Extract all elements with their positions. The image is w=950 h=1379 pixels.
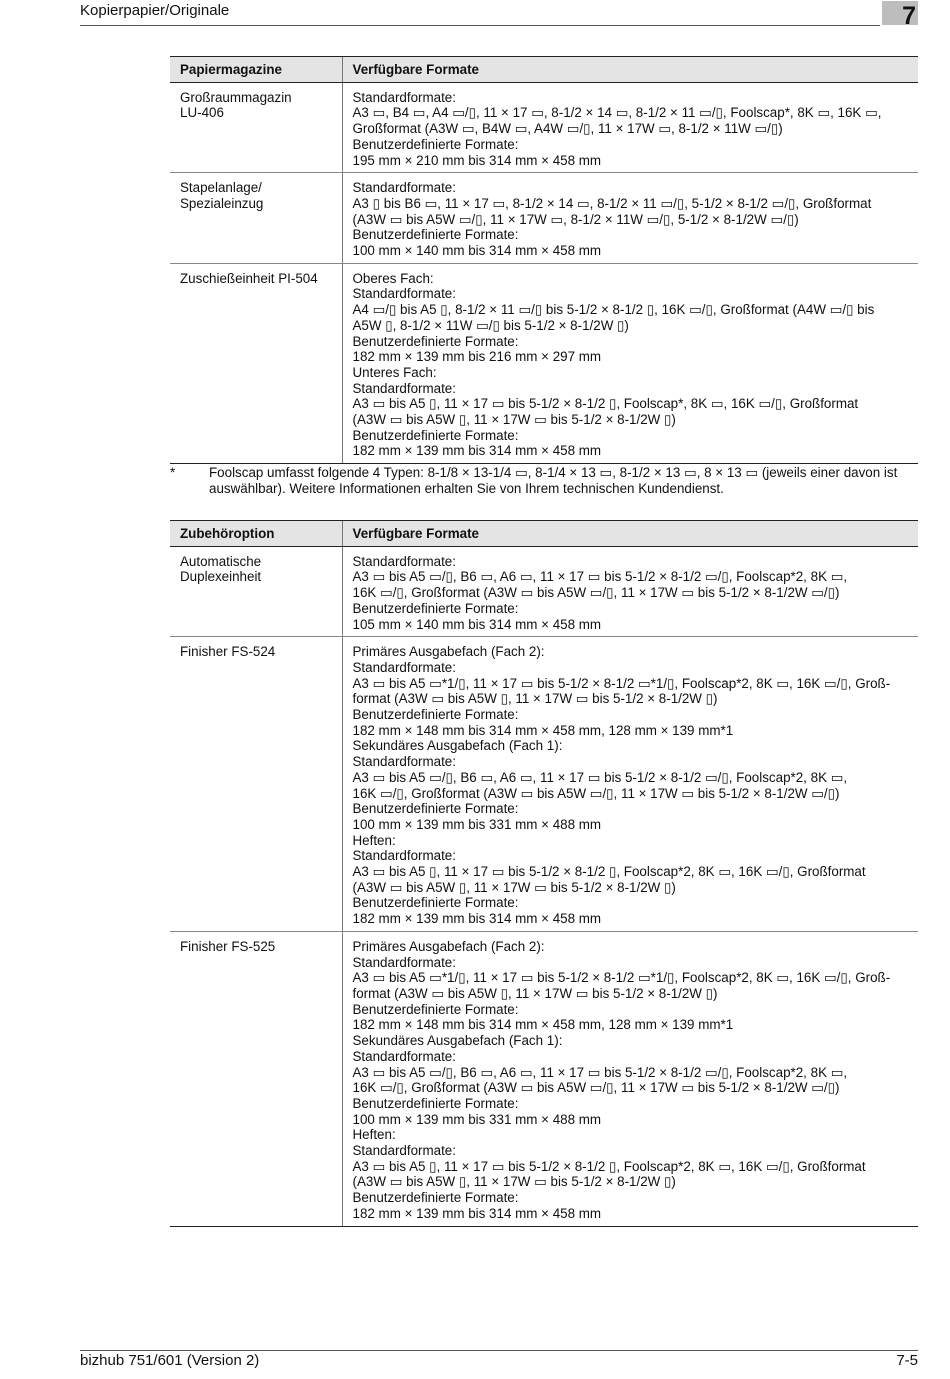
footnote-mark: * <box>170 465 176 480</box>
format-line: A3 ▭ bis A5 ▯, 11 × 17 ▭ bis 5-1/2 × 8-1/2 ▯, Foolscap*, 8K ▭, 16K ▭/▯, Großformat <box>352 396 859 412</box>
format-line: Standardformate: <box>352 659 456 675</box>
format-line: Benutzerdefinierte Formate: <box>352 1190 519 1206</box>
format-line: A3 ▭ bis A5 ▭/▯, B6 ▭, A6 ▭, 11 × 17 ▭ bis 5-1/2 × 8-1/2 ▭/▯, Foolscap*2, 8K ▭, <box>352 1064 848 1080</box>
format-line: A3 ▭ bis A5 ▭*1/▯, 11 × 17 ▭ bis 5-1/2 × 8-1/2 ▭*1/▯, Foolscap*2, 8K ▭, 16K ▭/▯, Groß- <box>352 675 891 691</box>
format-line: (A3W ▭ bis A5W ▯, 11 × 17W ▭ bis 5-1/2 × 8-1/2W ▯) <box>352 1174 676 1190</box>
format-line: Standardformate: <box>352 286 456 302</box>
device-name-cell <box>170 931 342 1226</box>
format-line: Standardformate: <box>352 380 456 396</box>
formats-cell <box>342 82 918 173</box>
page-number: 7-5 <box>896 1352 918 1369</box>
format-line: Oberes Fach: <box>352 270 434 286</box>
format-line: A4 ▭/▯ bis A5 ▯, 8-1/2 × 11 ▭/▯ bis 5-1/2 × 8-1/2 ▯, 16K ▭/▯, Großformat (A4W ▭/▯ bis <box>352 302 875 318</box>
device-name-line: Stapelanlage/ <box>180 180 262 196</box>
format-line: Benutzerdefinierte Formate: <box>352 227 519 243</box>
format-line: Sekundäres Ausgabefach (Fach 1): <box>352 738 563 754</box>
format-line: Benutzerdefinierte Formate: <box>352 895 519 911</box>
formats-cell <box>342 263 918 463</box>
device-name-line: Zuschießeinheit PI-504 <box>180 270 318 286</box>
format-line: Benutzerdefinierte Formate: <box>352 136 519 152</box>
format-line: A3 ▭, B4 ▭, A4 ▭/▯, 11 × 17 ▭, 8-1/2 × 14 ▭, 8-1/2 × 11 ▭/▯, Foolscap*, 8K ▭, 16K ▭, <box>352 105 882 121</box>
format-line: Heften: <box>352 832 396 848</box>
format-line: 16K ▭/▯, Großformat (A3W ▭ bis A5W ▭/▯, 11 × 17W ▭ bis 5-1/2 × 8-1/2W ▭/▯) <box>352 585 840 601</box>
format-line: A5W ▯, 8-1/2 × 11W ▭/▯ bis 5-1/2 × 8-1/2W ▯) <box>352 317 629 333</box>
device-name-line: Großraummagazin <box>180 89 292 105</box>
format-line: (A3W ▭ bis A5W ▯, 11 × 17W ▭ bis 5-1/2 × 8-1/2W ▯) <box>352 412 676 428</box>
format-line: A3 ▭ bis A5 ▭/▯, B6 ▭, A6 ▭, 11 × 17 ▭ bis 5-1/2 × 8-1/2 ▭/▯, Foolscap*2, 8K ▭, <box>352 769 848 785</box>
footnote-text: Foolscap umfasst folgende 4 Typen: 8-1/8 × 13-1/4 ▭, 8-1/4 × 13 ▭, 8-1/2 × 13 ▭, 8 × 13 ▭ (jeweils einer davon ist auswählbar). Weitere Informationen erhalten Sie von Ihrem technischen Kundendienst. <box>209 465 898 496</box>
device-name-cell <box>170 82 342 173</box>
format-line: Benutzerdefinierte Formate: <box>352 801 519 817</box>
table-row <box>170 173 918 264</box>
format-line: A3 ▭ bis A5 ▭/▯, B6 ▭, A6 ▭, 11 × 17 ▭ bis 5-1/2 × 8-1/2 ▭/▯, Foolscap*2, 8K ▭, <box>352 569 848 585</box>
format-line: Benutzerdefinierte Formate: <box>352 600 519 616</box>
table-row <box>170 546 918 637</box>
format-line: Standardformate: <box>352 1048 456 1064</box>
column-header-tray: Papiermagazine <box>170 57 342 83</box>
format-line: Benutzerdefinierte Formate: <box>352 707 519 723</box>
chapter-number: 7 <box>902 2 916 30</box>
table-row <box>170 82 918 173</box>
format-line: format (A3W ▭ bis A5W ▯, 11 × 17W ▭ bis 5-1/2 × 8-1/2W ▯) <box>352 985 718 1001</box>
format-line: Standardformate: <box>352 754 456 770</box>
formats-cell <box>342 931 918 1226</box>
formats-cell <box>342 546 918 637</box>
format-line: (A3W ▭ bis A5W ▭/▯, 11 × 17W ▭, 8-1/2 × 11W ▭/▯, 5-1/2 × 8-1/2W ▭/▯) <box>352 211 799 227</box>
device-name-line: Automatische <box>180 553 262 569</box>
column-header-option: Zubehöroption <box>170 521 342 547</box>
accessory-formats-table <box>170 520 918 1227</box>
table-row <box>170 637 918 932</box>
format-line: 182 mm × 148 mm bis 314 mm × 458 mm, 128 mm × 139 mm*1 <box>352 722 734 738</box>
device-name-line: Finisher FS-525 <box>180 938 276 954</box>
device-name-cell <box>170 546 342 637</box>
table-row <box>170 931 918 1226</box>
format-line: 105 mm × 140 mm bis 314 mm × 458 mm <box>352 616 602 632</box>
device-name-line: LU-406 <box>180 105 224 121</box>
footer-product-name: bizhub 751/601 (Version 2) <box>80 1352 260 1369</box>
format-line: 16K ▭/▯, Großformat (A3W ▭ bis A5W ▭/▯, 11 × 17W ▭ bis 5-1/2 × 8-1/2W ▭/▯) <box>352 1080 840 1096</box>
device-name-line: Finisher FS-524 <box>180 644 276 660</box>
format-line: Primäres Ausgabefach (Fach 2): <box>352 938 545 954</box>
device-name-line: Spezialeinzug <box>180 195 264 211</box>
format-line: A3 ▭ bis A5 ▯, 11 × 17 ▭ bis 5-1/2 × 8-1/2 ▯, Foolscap*2, 8K ▭, 16K ▭/▯, Großformat <box>352 1158 866 1174</box>
format-line: Standardformate: <box>352 180 456 196</box>
device-name-cell <box>170 173 342 264</box>
format-line: 100 mm × 139 mm bis 331 mm × 488 mm <box>352 1111 602 1127</box>
format-line: Standardformate: <box>352 553 456 569</box>
formats-cell <box>342 637 918 932</box>
device-name-line: Duplexeinheit <box>180 569 262 585</box>
format-line: 100 mm × 140 mm bis 314 mm × 458 mm <box>352 243 602 259</box>
format-line: 195 mm × 210 mm bis 314 mm × 458 mm <box>352 152 602 168</box>
format-line: 182 mm × 139 mm bis 314 mm × 458 mm <box>352 1205 602 1221</box>
format-line: A3 ▭ bis A5 ▯, 11 × 17 ▭ bis 5-1/2 × 8-1/2 ▯, Foolscap*2, 8K ▭, 16K ▭/▯, Großformat <box>352 864 866 880</box>
header-rule <box>80 25 880 26</box>
format-line: 182 mm × 139 mm bis 314 mm × 458 mm <box>352 911 602 927</box>
footer-rule <box>80 1350 918 1351</box>
format-line: Benutzerdefinierte Formate: <box>352 1001 519 1017</box>
format-line: Sekundäres Ausgabefach (Fach 1): <box>352 1033 563 1049</box>
chapter-tab <box>882 1 918 30</box>
column-header-formats: Verfügbare Formate <box>342 521 918 547</box>
format-line: Standardformate: <box>352 954 456 970</box>
format-line: Standardformate: <box>352 848 456 864</box>
format-line: Primäres Ausgabefach (Fach 2): <box>352 644 545 660</box>
formats-cell <box>342 173 918 264</box>
format-line: Heften: <box>352 1127 396 1143</box>
column-header-formats: Verfügbare Formate <box>342 57 918 83</box>
format-line: Großformat (A3W ▭, B4W ▭, A4W ▭/▯, 11 × 17W ▭, 8-1/2 × 11W ▭/▯) <box>352 121 783 137</box>
format-line: Benutzerdefinierte Formate: <box>352 427 519 443</box>
format-line: Benutzerdefinierte Formate: <box>352 1095 519 1111</box>
format-line: 182 mm × 139 mm bis 216 mm × 297 mm <box>352 349 602 365</box>
paper-tray-formats-table <box>170 56 918 464</box>
running-header-title: Kopierpapier/Originale <box>80 2 230 19</box>
table-row <box>170 263 918 463</box>
device-name-cell <box>170 263 342 463</box>
format-line: Standardformate: <box>352 89 456 105</box>
format-line: A3 ▭ bis A5 ▭*1/▯, 11 × 17 ▭ bis 5-1/2 × 8-1/2 ▭*1/▯, Foolscap*2, 8K ▭, 16K ▭/▯, Groß- <box>352 970 891 986</box>
format-line: 16K ▭/▯, Großformat (A3W ▭ bis A5W ▭/▯, 11 × 17W ▭ bis 5-1/2 × 8-1/2W ▭/▯) <box>352 785 840 801</box>
format-line: 100 mm × 139 mm bis 331 mm × 488 mm <box>352 816 602 832</box>
device-name-cell <box>170 637 342 932</box>
foolscap-footnote <box>170 465 918 496</box>
table-header-row <box>170 57 918 83</box>
format-line: Benutzerdefinierte Formate: <box>352 333 519 349</box>
format-line: A3 ▯ bis B6 ▭, 11 × 17 ▭, 8-1/2 × 14 ▭, 8-1/2 × 11 ▭/▯, 5-1/2 × 8-1/2 ▭/▯, Großformat <box>352 195 872 211</box>
format-line: Standardformate: <box>352 1143 456 1159</box>
format-line: 182 mm × 148 mm bis 314 mm × 458 mm, 128 mm × 139 mm*1 <box>352 1017 734 1033</box>
format-line: (A3W ▭ bis A5W ▯, 11 × 17W ▭ bis 5-1/2 × 8-1/2W ▯) <box>352 879 676 895</box>
table-header-row <box>170 521 918 547</box>
format-line: Unteres Fach: <box>352 364 437 380</box>
format-line: 182 mm × 139 mm bis 314 mm × 458 mm <box>352 443 602 459</box>
format-line: format (A3W ▭ bis A5W ▯, 11 × 17W ▭ bis 5-1/2 × 8-1/2W ▯) <box>352 691 718 707</box>
